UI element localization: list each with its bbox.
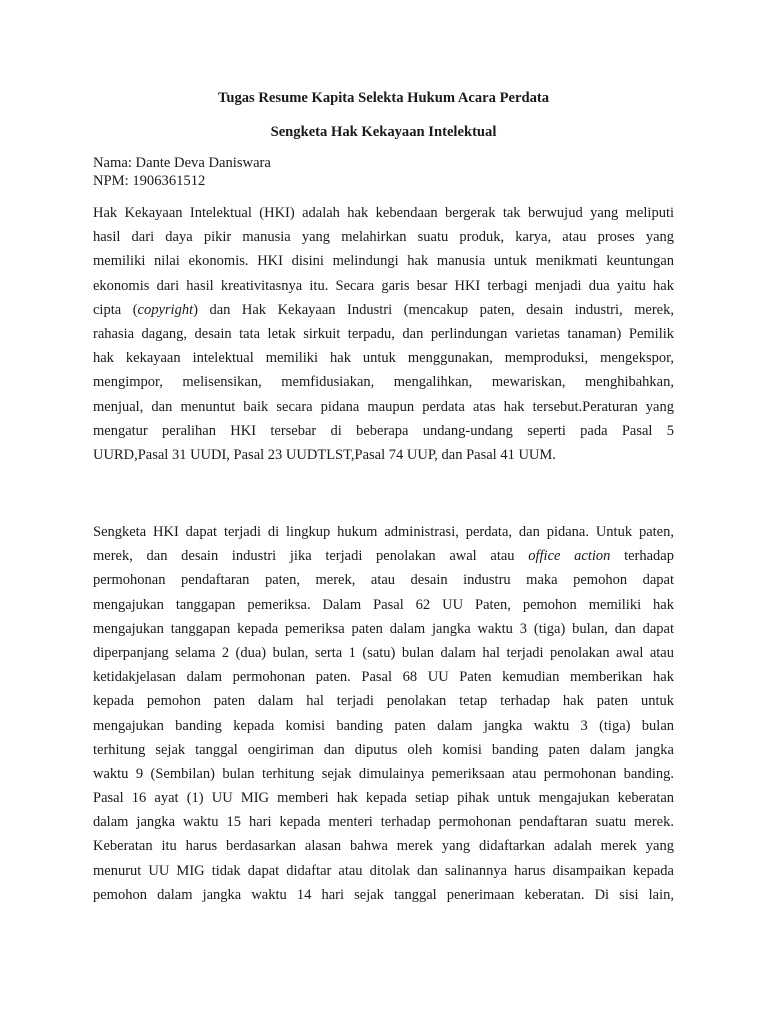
paragraph-2-line: diperpanjang selama 2 (dua) bulan, serta 1 (satu) bulan dalam hal terjadi penolakan awal atau (93, 644, 674, 661)
paragraph-1 (93, 201, 674, 467)
paragraph-2-line: Sengketa HKI dapat terjadi di lingkup hukum administrasi, perdata, dan pidana. Untuk paten, (93, 524, 674, 540)
paragraph-2-line: terhitung sejak tanggal oengiriman dan diputus oleh komisi banding paten dalam jangka (93, 741, 674, 758)
paragraph-2-line: pemohon dalam jangka waktu 14 hari sejak tanggal penerimaan keberatan. Di sisi lain, (93, 886, 674, 903)
paragraph-1-line: mengatur peralihan HKI tersebar di beberapa undang-undang seperti pada Pasal 5 (93, 422, 674, 439)
paragraph-2 (93, 520, 674, 907)
paragraph-2-line: mengajukan tanggapan pemeriksa. Dalam Pasal 62 UU Paten, pemohon memiliki hak (93, 596, 674, 613)
italic-term-office-action: office action (528, 548, 611, 565)
document-subtitle: Sengketa Hak Kekayaan Intelektual (270, 124, 497, 140)
student-info (93, 154, 271, 190)
text-fragment: merek, dan desain industri jika terjadi penolakan awal atau (93, 548, 529, 565)
student-npm: NPM: 1906361512 (93, 173, 206, 189)
paragraph-2-line (93, 544, 674, 568)
student-name: Nama: Dante Deva Daniswara (93, 155, 271, 171)
italic-term-copyright: copyright (137, 301, 194, 318)
paragraph-2-line: mengajukan tanggapan kepada pemeriksa paten dalam jangka waktu 3 (tiga) bulan, dan dapat (93, 620, 674, 637)
paragraph-2-line: permohonan pendaftaran paten, merek, atau desain industru maka pemohon dapat (93, 572, 674, 589)
text-fragment: terhadap (610, 548, 674, 565)
paragraph-2-line: menurut UU MIG tidak dapat didaftar atau ditolak dan salinannya harus disampaikan kepada (93, 862, 674, 879)
paragraph-2-line: Keberatan itu harus berdasarkan alasan bahwa merek yang didaftarkan adalah merek yang (93, 838, 674, 855)
paragraph-1-line: menjual, dan menuntut baik secara pidana maupun perdata atas hak tersebut.Peraturan yang (93, 398, 674, 415)
paragraph-1-line: ekonomis dari hasil kreativitasnya itu. Secara garis besar HKI terbagi menjadi dua yaitu hak (93, 277, 674, 294)
paragraph-2-line: kepada pemohon paten dalam hal terjadi penolakan tetap terhadap hak paten untuk (93, 693, 674, 710)
paragraph-1-line: memiliki nilai ekonomis. HKI disini melindungi hak manusia untuk menikmati keuntungan (93, 253, 674, 270)
paragraph-1-line (93, 298, 674, 322)
document-title: Tugas Resume Kapita Selekta Hukum Acara Perdata (217, 90, 550, 106)
paragraph-1-line: mengimpor, melisensikan, memfidusiakan, mengalihkan, mewariskan, menghibahkan, (93, 374, 674, 391)
text-fragment: cipta ( (93, 301, 138, 318)
paragraph-2-line: Pasal 16 ayat (1) UU MIG memberi hak kepada setiap pihak untuk mengajukan keberatan (93, 790, 674, 807)
paragraph-2-line: dalam jangka waktu 15 hari kepada menteri terhadap permohonan pendaftaran suatu merek. (93, 814, 674, 831)
text-fragment: ) dan Hak Kekayaan Industri (mencakup paten, desain industri, merek, (193, 301, 674, 318)
paragraph-2-line: waktu 9 (Sembilan) bulan terhitung sejak dimulainya pemeriksaan atau permohonan banding. (93, 765, 674, 782)
paragraph-2-line: ketidakjelasan dalam permohonan paten. Pasal 68 UU Paten kemudian memberikan hak (93, 669, 674, 686)
paragraph-1-line: hasil dari daya pikir manusia yang melahirkan suatu produk, karya, atau proses yang (93, 229, 674, 246)
paragraph-1-line: rahasia dagang, desain tata letak sirkuit terpadu, dan perlindungan varietas tanaman) Pemilik (93, 325, 674, 342)
paragraph-1-line: UURD,Pasal 31 UUDI, Pasal 23 UUDTLST,Pasal 74 UUP, dan Pasal 41 UUM. (93, 446, 556, 463)
paragraph-1-line: hak kekayaan intelektual memiliki hak untuk menggunakan, memproduksi, mengekspor, (93, 350, 674, 367)
paragraph-2-line: mengajukan banding kepada komisi banding paten dalam jangka waktu 3 (tiga) bulan (93, 717, 674, 734)
paragraph-1-line: Hak Kekayaan Intelektual (HKI) adalah hak kebendaan bergerak tak berwujud yang meliputi (93, 205, 674, 221)
